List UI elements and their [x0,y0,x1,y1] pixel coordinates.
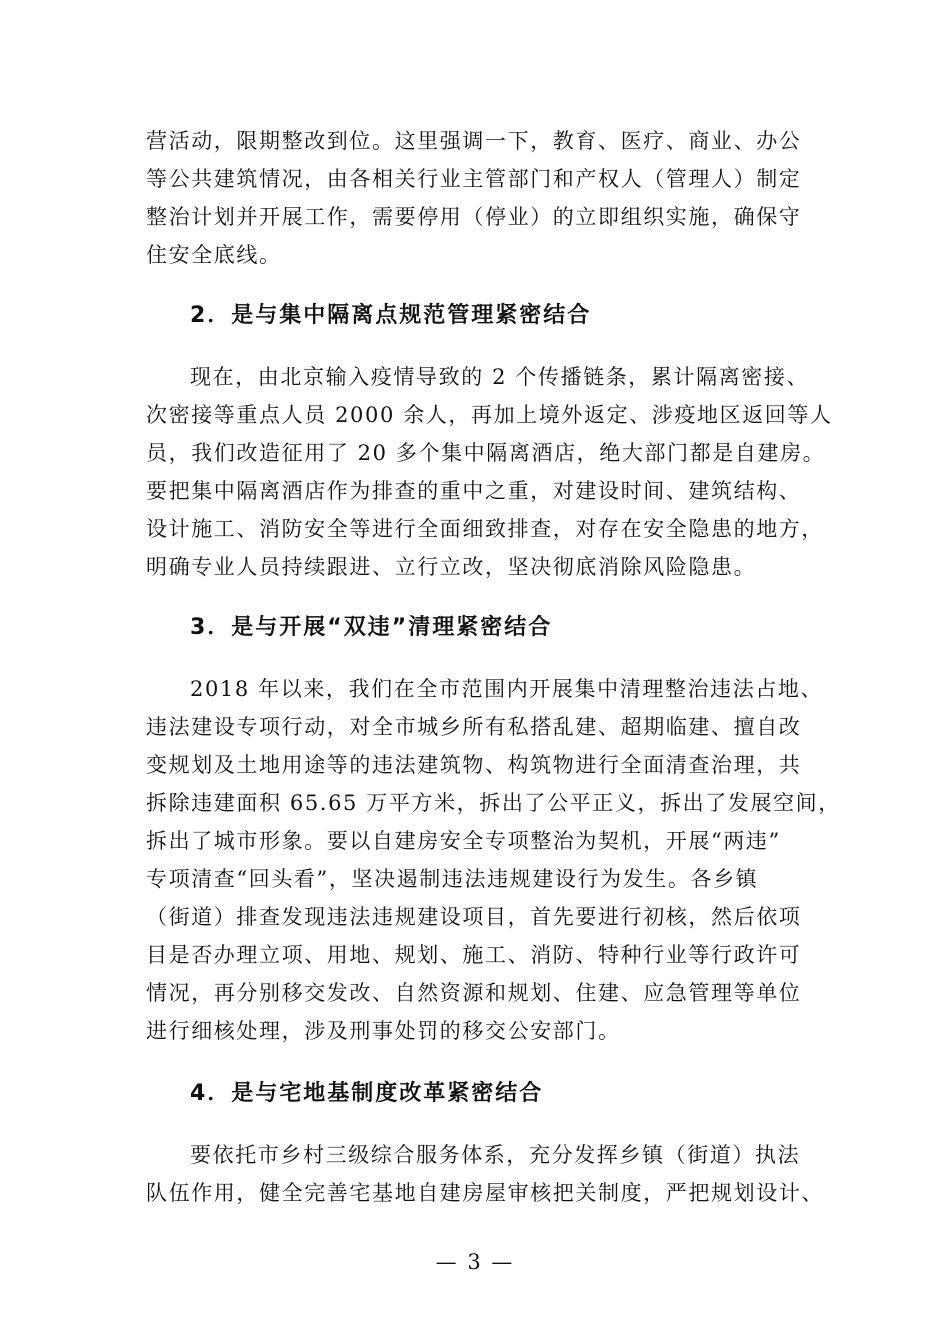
paragraph-line: 要把集中隔离酒店作为排查的重中之重，对建设时间、建筑结构、 [146,479,802,503]
paragraph-line: 整治计划并开展工作，需要停用（停业）的立即组织实施，确保守 [146,205,802,229]
section-heading: 2．是与集中隔离点规范管理紧密结合 [190,303,592,328]
page-number: — 3 — [435,1250,515,1274]
section-heading: 3．是与开展“双违”清理紧密结合 [190,615,553,640]
paragraph-line: 设计施工、消防安全等进行全面细致排查，对存在安全隐患的地方， [146,517,824,541]
paragraph-line: 2018 年以来，我们在全市范围内开展集中清理整治违法占地、 [190,677,824,701]
paragraph-line: 住安全底线。 [146,243,282,267]
paragraph-line: 变规划及土地用途等的违法建筑物、构筑物进行全面清查治理，共 [146,753,802,777]
paragraph-line: 次密接等重点人员 2000 余人，再加上境外返定、涉疫地区返回等人 [146,403,833,427]
paragraph-line: 拆除违建面积 65.65 万平方米，拆出了公平正义，拆出了发展空间， [146,791,841,815]
paragraph-line: 要依托市乡村三级综合服务体系，充分发挥乡镇（街道）执法 [190,1143,801,1167]
paragraph-line: 违法建设专项行动，对全市城乡所有私搭乱建、超期临建、擅自改 [146,715,802,739]
paragraph-line: 明确专业人员持续跟进、立行立改，坚决彻底消除风险隐患。 [146,555,757,579]
paragraph-line: 营活动，限期整改到位。这里强调一下，教育、医疗、商业、办公 [146,129,802,153]
paragraph-line: 专项清查“回头看”，坚决遏制违法违规建设行为发生。各乡镇 [146,867,759,891]
paragraph-line: 等公共建筑情况，由各相关行业主管部门和产权人（管理人）制定 [146,167,802,191]
section-heading: 4．是与宅地基制度改革紧密结合 [190,1081,544,1106]
paragraph-line: 进行细核处理，涉及刑事处罚的移交公安部门。 [146,1019,621,1043]
paragraph-line: 拆出了城市形象。要以自建房安全专项整治为契机，开展“两违” [146,829,781,853]
paragraph-line: 员，我们改造征用了 20 多个集中隔离酒店，绝大部门都是自建房。 [146,441,826,465]
paragraph-line: 情况，再分别移交发改、自然资源和规划、住建、应急管理等单位 [146,981,802,1005]
paragraph-line: （街道）排查发现违法违规建设项目，首先要进行初核，然后依项 [146,905,802,929]
paragraph-line: 队伍作用，健全完善宅基地自建房屋审核把关制度，严把规划设计、 [146,1181,824,1205]
paragraph-line: 目是否办理立项、用地、规划、施工、消防、特种行业等行政许可 [146,943,802,967]
paragraph-line: 现在，由北京输入疫情导致的 2 个传播链条，累计隔离密接、 [190,365,810,389]
